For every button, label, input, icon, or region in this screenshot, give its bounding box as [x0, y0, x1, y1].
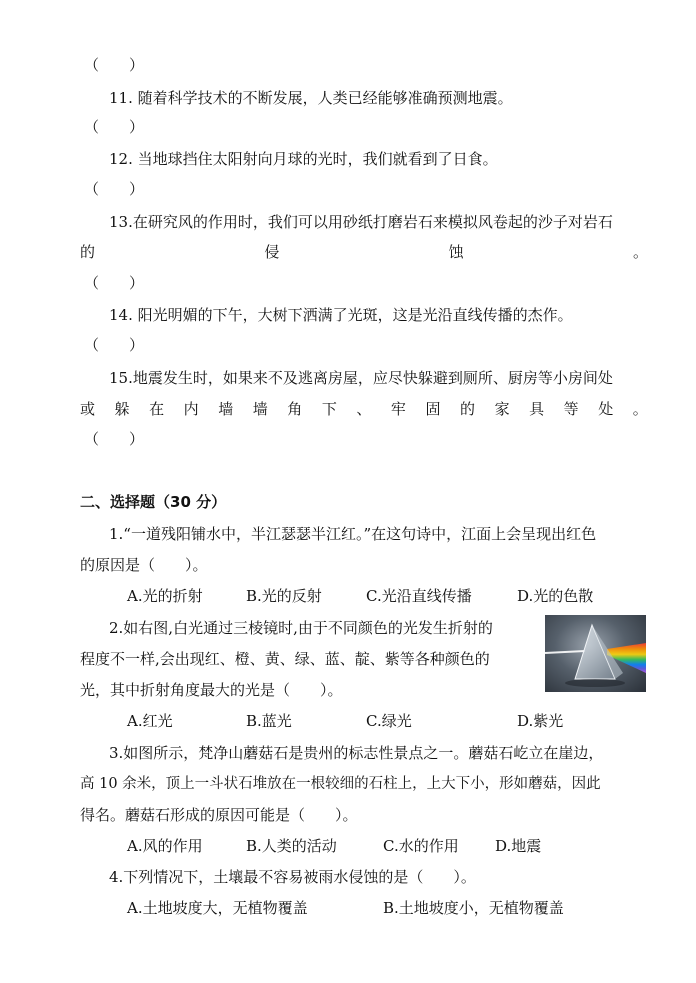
option-b: B.土地坡度小，无植物覆盖: [383, 899, 564, 917]
q15-char: 角: [287, 400, 303, 418]
question-12: 12. 当地球挡住太阳射向月球的光时，我们就看到了日食。: [109, 150, 498, 168]
q15-char: 、: [356, 400, 372, 418]
option-a: A.光的折射: [127, 587, 203, 605]
q15-char: 墙: [218, 400, 234, 418]
option-a: A.风的作用: [127, 837, 203, 855]
q15-char: 固: [425, 400, 441, 418]
option-b: B.蓝光: [246, 712, 292, 730]
choice-q1-line-2: 的原因是（ ）。: [80, 556, 208, 574]
option-d: D.地震: [495, 837, 542, 855]
answer-paren: （ ）: [84, 336, 145, 354]
choice-q2-line-2: 程度不一样,会出现红、橙、黄、绿、蓝、靛、紫等各种颜色的: [80, 650, 490, 668]
q15-char: 处: [598, 400, 614, 418]
choice-q3-line-2: 高 10 余米，顶上一斗状石堆放在一根较细的石柱上，上大下小，形如蘑菇，因此: [80, 776, 601, 792]
q15-char: 等: [563, 400, 579, 418]
choice-q2-line-1: 2.如右图,白光通过三棱镜时,由于不同颜色的光发生折射的: [109, 619, 493, 637]
option-c: C.光沿直线传播: [366, 587, 472, 605]
option-a: A.土地坡度大，无植物覆盖: [127, 899, 308, 917]
choice-q4-line-1: 4.下列情况下，土壤最不容易被雨水侵蚀的是（ ）。: [109, 868, 476, 886]
option-b: B.光的反射: [246, 587, 322, 605]
option-d: D.光的色散: [517, 587, 594, 605]
option-c: C.水的作用: [383, 837, 459, 855]
q13-word: 。: [632, 243, 648, 261]
q15-char: 下: [321, 400, 337, 418]
answer-paren: （ ）: [84, 118, 145, 136]
q15-char: 墙: [252, 400, 268, 418]
prism-image: [545, 615, 646, 692]
question-11: 11. 随着科学技术的不断发展，人类已经能够准确预测地震。: [109, 89, 513, 107]
q13-word: 的: [80, 243, 96, 261]
question-15-line-1: 15.地震发生时，如果来不及逃离房屋，应尽快躲避到厕所、厨房等小房间处: [109, 369, 613, 387]
option-a: A.红光: [127, 712, 173, 730]
question-13-line-2: [80, 242, 648, 262]
q15-char: 。: [632, 400, 648, 418]
answer-paren: （ ）: [84, 430, 145, 448]
answer-paren: （ ）: [84, 274, 145, 292]
q15-char: 内: [183, 400, 199, 418]
question-13-line-1: 13.在研究风的作用时，我们可以用砂纸打磨岩石来模拟风卷起的沙子对岩石: [109, 213, 613, 231]
choice-q1-line-1: 1.“一道残阳铺水中，半江瑟瑟半江红。”在这句诗中，江面上会呈现出红色: [109, 525, 597, 543]
q15-char: 具: [529, 400, 545, 418]
q15-char: 躲: [114, 400, 130, 418]
prism-illustration: [545, 615, 646, 692]
q15-char: 或: [80, 400, 96, 418]
choice-q2-line-3: 光，其中折射角度最大的光是（ ）。: [80, 681, 343, 699]
section-heading: 二、选择题（30 分）: [80, 493, 227, 511]
q15-char: 牢: [390, 400, 406, 418]
choice-q3-line-1: 3.如图所示，梵净山蘑菇石是贵州的标志性景点之一。蘑菇石屹立在崖边，: [109, 744, 604, 762]
question-15-line-2: [80, 399, 648, 419]
q15-char: 的: [460, 400, 476, 418]
option-c: C.绿光: [366, 712, 412, 730]
answer-paren: （ ）: [84, 56, 145, 74]
choice-q3-line-3: 得名。蘑菇石形成的原因可能是（ ）。: [80, 806, 358, 824]
answer-paren: （ ）: [84, 180, 145, 198]
question-14: 14. 阳光明媚的下午，大树下洒满了光斑，这是光沿直线传播的杰作。: [109, 306, 573, 324]
q15-char: 家: [494, 400, 510, 418]
option-d: D.紫光: [517, 712, 564, 730]
q13-word: 蚀: [448, 243, 464, 261]
option-b: B.人类的活动: [246, 837, 337, 855]
q13-word: 侵: [264, 243, 280, 261]
q15-char: 在: [149, 400, 165, 418]
